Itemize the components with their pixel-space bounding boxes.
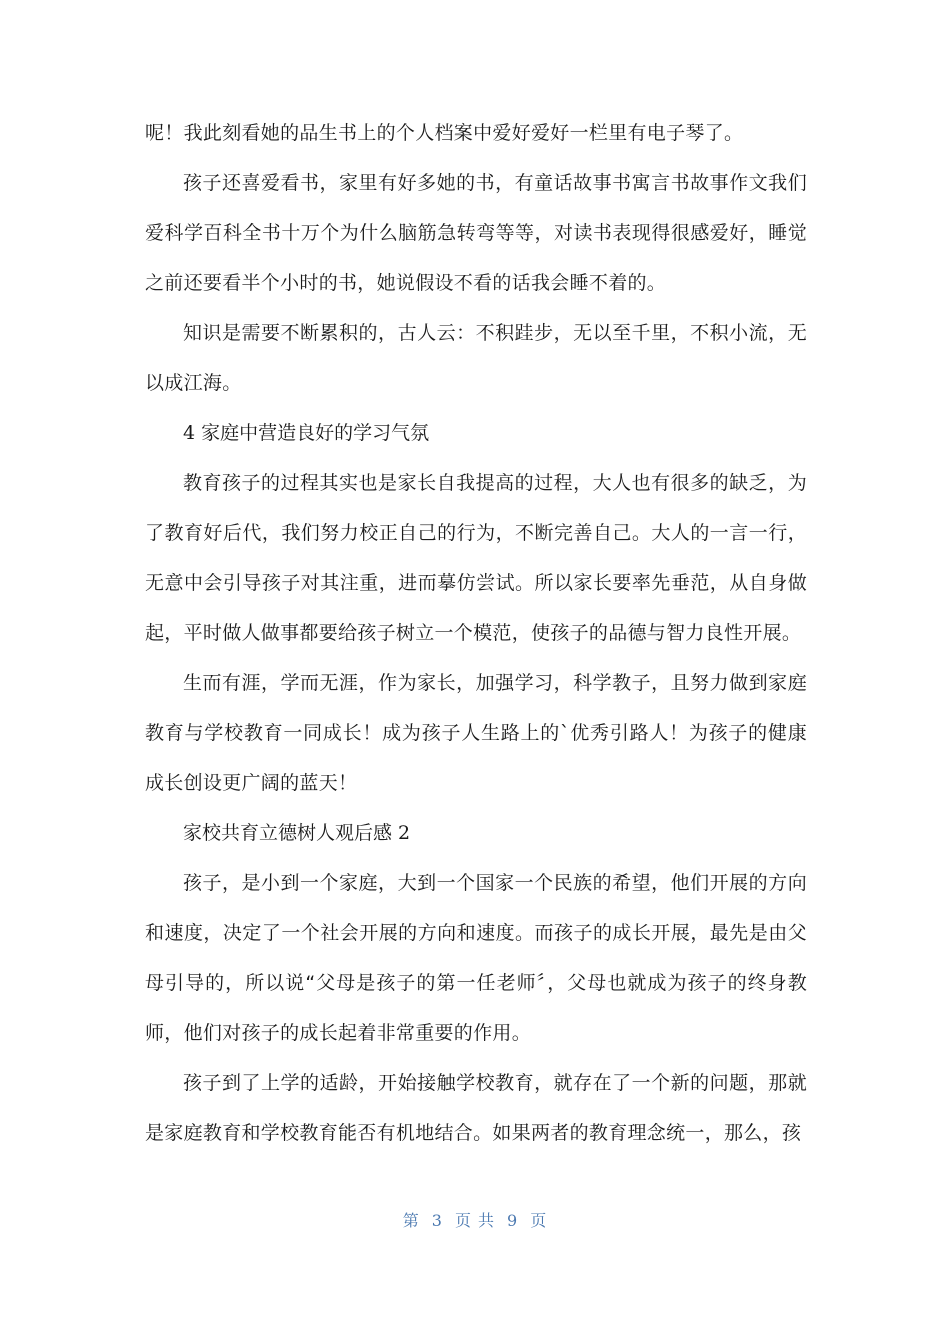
footer-suffix: 页: [530, 1211, 548, 1230]
paragraph: 孩子，是小到一个家庭，大到一个国家一个民族的希望，他们开展的方向和速度，决定了一个社会开展的方向和速度。而孩子的成长开展，最先是由父母引导的，所以说“父母是孩子的第一任老师〞，父母也就成为孩子的终身教师，他们对孩子的成长起着非常重要的作用。: [145, 872, 807, 1044]
current-page-number: 3: [431, 1211, 443, 1230]
document-body: [145, 108, 807, 1158]
paragraph: 孩子到了上学的适龄，开始接触学校教育，就存在了一个新的问题，那就是家庭教育和学校教育能否有机地结合。如果两者的教育理念统一，那么，孩: [145, 1072, 807, 1144]
page-footer: [0, 1208, 950, 1231]
paragraph: 孩子还喜爱看书，家里有好多她的书，有童话故事书寓言书故事作文我们爱科学百科全书十万个为什么脑筋急转弯等等，对读书表现得很感爱好，睡觉之前还要看半个小时的书，她说假设不看的话我会睡不着的。: [145, 172, 807, 294]
paragraph: 教育孩子的过程其实也是家长自我提高的过程，大人也有很多的缺乏，为了教育好后代，我们努力校正自己的行为，不断完善自己。大人的一言一行，无意中会引导孩子对其注重，进而摹仿尝试。所以家长要率先垂范，从自身做起，平时做人做事都要给孩子树立一个模范，使孩子的品德与智力良性开展。: [145, 472, 807, 644]
footer-middle: 页 共: [454, 1211, 496, 1230]
paragraph: 呢！我此刻看她的品生书上的个人档案中爱好爱好一栏里有电子琴了。: [145, 122, 744, 144]
section-heading: 家校共育立德树人观后感 2: [183, 822, 411, 844]
total-page-count: 9: [507, 1211, 519, 1230]
paragraph: 生而有涯，学而无涯，作为家长，加强学习，科学教子，且努力做到家庭教育与学校教育一同成长！成为孩子人生路上的`优秀引路人！为孩子的健康成长创设更广阔的蓝天！: [145, 672, 807, 794]
footer-prefix: 第: [402, 1211, 420, 1230]
paragraph: 知识是需要不断累积的，古人云：不积跬步，无以至千里，不积小流，无以成江海。: [145, 322, 807, 394]
section-heading: 4 家庭中营造良好的学习气氛: [183, 422, 430, 444]
